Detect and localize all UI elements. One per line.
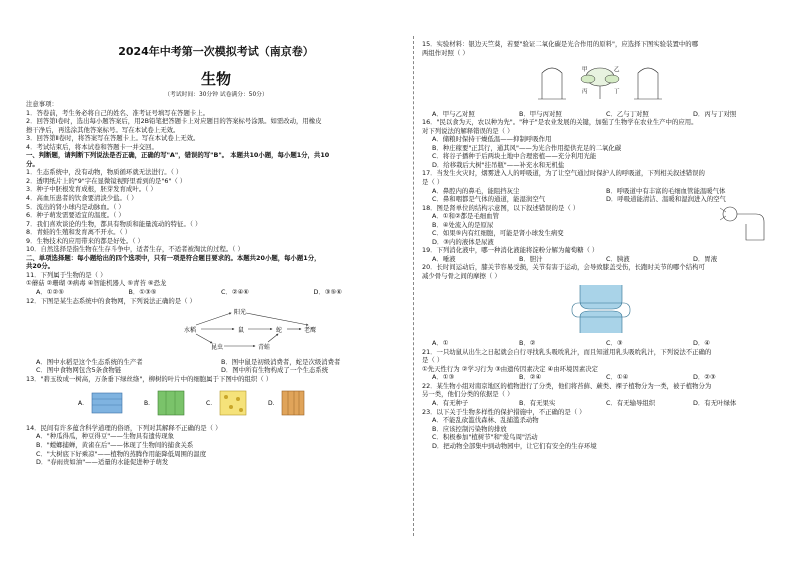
notes-heading: 注意事项： <box>26 100 58 108</box>
q19-stem: 19．下列消化液中，哪一种消化液能将淀粉分解为葡萄糖（ ） <box>422 246 599 255</box>
q12-options-row1 <box>26 358 406 367</box>
tissue-b-image <box>158 391 184 415</box>
option: D．④ <box>693 339 711 348</box>
q20-options <box>422 339 780 348</box>
option: B．①③⑤ <box>128 288 157 297</box>
option: B．图中鼠是初级消费者，蛇是次级消费者 <box>221 357 341 366</box>
q16-option: C．将谷子播种于后两块土地中合理密植——充分利用光能 <box>432 152 597 161</box>
tissue-label-d: D． <box>268 400 279 408</box>
q19-options <box>422 255 780 264</box>
judge-item: 5．流出的肾小球内是动脉血。（ ） <box>26 202 125 211</box>
option: B．② <box>519 339 536 348</box>
bell-jar-right <box>634 68 662 99</box>
tissue-c-image <box>220 391 246 415</box>
option: D．图中所有生物构成了一个生态系统 <box>221 366 329 375</box>
exp-label-yi: 乙 <box>614 67 620 74</box>
option: C．③ <box>606 339 623 348</box>
option: C．乙与丁对照 <box>606 109 649 118</box>
q22-options <box>422 399 780 408</box>
q22-stem: 22．某生物小组对南京地区的植物进行了分类，他们将苔藓、蕨类、裸子植物分为一类，被子植物分为 <box>422 381 712 390</box>
q12-stem: 12．下图是某生态系统中的食物网，下列说法正确的是（ ） <box>26 296 196 305</box>
section2-heading: 二、单项选择题：每小题给出的四个选项中，只有一项是符合题目要求的。本题共20小题，每小题1分， <box>26 253 321 262</box>
tissue-label-c: C． <box>206 400 217 408</box>
column-divider <box>413 36 414 536</box>
option: C．①④ <box>606 373 629 382</box>
q23-option: A．不能乱砍滥伐森林、乱捕滥杀动物 <box>432 416 539 425</box>
option: C．②④⑥ <box>221 288 250 297</box>
web-frog: 青蛙 <box>258 344 271 352</box>
q22-stem-cont: 另一类，他们分类的依据是（ ） <box>422 390 514 399</box>
web-insect: 昆虫 <box>211 344 224 352</box>
option: D．③⑤⑥ <box>313 288 342 297</box>
q18-option: B．④处流入的是原尿 <box>432 220 494 229</box>
q21-items: ①先天性行为 ②学习行为 ③由遗传因素决定 ④由环境因素决定 <box>422 364 598 373</box>
option: C．有无输导组织 <box>606 398 656 407</box>
option: D．②③ <box>693 373 716 382</box>
option: B．②④ <box>519 373 542 382</box>
option: D．呼吸道能清洁、温暖和湿润进入的空气 <box>606 195 726 204</box>
note-line: 1．答卷前，考生务必将自己的姓名、准考证号填写在答题卡上。 <box>26 108 210 117</box>
q21-options <box>422 373 780 382</box>
q18-block <box>422 204 780 247</box>
tissue-label-b: B． <box>144 400 155 408</box>
food-web-diagram <box>26 307 406 356</box>
q14-stem: 14．民间有许多蕴含科学道理的俗语，下列对其解释不正确的是（ ） <box>26 423 222 432</box>
q15-options <box>422 110 780 119</box>
q23-stem: 23．以下关于生物多样性的保护措施中，不正确的是（ ） <box>422 407 586 416</box>
q20-stem: 20．长时间运动后，膝关节容易受损，关节有害于运动，会导致膝盖受伤，长跑时关节的哪个结构可 <box>422 263 705 272</box>
q21-stem-cont: 是（ ） <box>422 356 444 365</box>
left-column <box>26 0 406 562</box>
q18-option: A．①和②都是毛细血管 <box>432 212 499 221</box>
q18-stem: 18．图是肾单位的结构示意图，以下叙述错误的是（ ） <box>422 203 580 212</box>
exp-label-jia: 甲 <box>582 67 588 74</box>
right-column <box>422 0 780 562</box>
note-line: 4．考试结束后，将本试卷和答题卡一并交回。 <box>26 142 158 151</box>
option: D．有无叶绿体 <box>693 398 737 407</box>
q11-items: ①蘑菇 ②珊瑚 ③病毒 ④智能机器人 ⑤青苔 ⑥恐龙 <box>26 279 167 288</box>
tissue-d-image <box>282 391 304 415</box>
q16-stem-cont: 对下列说法的解释错误的是（ ） <box>422 126 514 135</box>
judge-item: 4．高血压患者的饮食要清淡少盐。（ ） <box>26 194 138 203</box>
q11-stem: 11．下列属于生物的是（ ） <box>26 270 107 279</box>
q14-option: D．"春雨贵如油"——适量的水能促进种子萌发 <box>36 458 169 467</box>
option: D．胃液 <box>693 254 718 263</box>
option: C．鼻和咽都是气体的通道，能湿润空气 <box>432 195 546 204</box>
option: A．①③ <box>432 373 455 382</box>
option: A．有无种子 <box>432 398 469 407</box>
web-mouse: 鼠 <box>238 327 245 335</box>
q13-stem: 13．"碧玉妆成一树高，万条垂下绿丝绦"，柳树的叶片中的细胞属于下图中的组织（ ） <box>26 374 273 383</box>
section1-heading-cont: 分。 <box>26 159 39 168</box>
option: B．有无果实 <box>519 398 556 407</box>
web-sun: 阳光 <box>234 309 247 317</box>
q16-stem: 16．"民以食为天，农以种为先"。"种子"是农业发展的关键，加强了生物学在农业生产中的应用。 <box>422 118 698 127</box>
q16-option: B．种庄稼要"正其行，通其风"——为光合作用提供充足的二氧化碳 <box>432 143 622 152</box>
q18-option: C．如果⑤内有红细胞，可能是肾小球发生病变 <box>432 229 564 238</box>
judge-item: 7．我们喜欢谈论的生物，都具有物质和能量流动的特征。（ ） <box>26 219 202 228</box>
exp-label-bing: 丙 <box>582 89 588 96</box>
exam-title: 2024年中考第一次模拟考试（南京卷） <box>118 45 314 58</box>
option: A．①②⑤ <box>36 288 64 297</box>
nephron-diagram <box>716 202 772 248</box>
judge-item: 9．生物技术的应用带来的都是好处。（ ） <box>26 236 144 245</box>
judge-item: 8．青蛙的生殖和发育离不开水。（ ） <box>26 228 132 237</box>
judge-item: 3．种子中胚根发育成根，胚芽发育成叶。（ ） <box>26 185 157 194</box>
q14-option: C．"大树底下好乘凉"——植物的蒸腾作用能降低周围的温度 <box>36 449 207 458</box>
section2-heading-cont: 共20分。 <box>26 262 55 271</box>
tissue-images <box>26 385 406 422</box>
q23-option: C．积极参加"植树节"和"爱鸟周"活动 <box>432 433 538 442</box>
q12-options-row2 <box>26 366 406 375</box>
q23-option: D．把动物全部集中到动物园中，让它们有安全的生存环境 <box>432 441 597 450</box>
section1-heading: 一、判断题，请判断下列说法是否正确，正确的写"A"，错误的写"B"。 本题共10小题，每小题1分，共10 <box>26 151 330 160</box>
exp-label-ding: 丁 <box>614 89 620 96</box>
q18-option: D．③内的液体是尿液 <box>432 237 494 246</box>
q17-options-row1 <box>422 187 780 196</box>
judge-item: 1．生态系统中，没有动物，物质循环就无法进行。（ ） <box>26 168 183 177</box>
note-line: 2．回答第Ⅰ卷时，选出每小题答案后，用2B铅笔把答题卡上对应题目的答案标号涂黑。如需改动，用橡皮 <box>26 117 322 126</box>
option: B．呼吸道中有丰富的毛细血管能温暖气体 <box>606 186 726 195</box>
option: A．① <box>432 339 449 348</box>
option: A．甲与乙对照 <box>432 109 475 118</box>
q23-option: B．应该控制污染物的排放 <box>432 424 507 433</box>
tissue-label-a: A． <box>78 400 89 408</box>
q14-option: A．"种瓜得瓜，种豆得豆"——生物具有遗传现象 <box>36 432 175 441</box>
tissue-a-image <box>92 393 122 413</box>
note-line: 擦干净后，再选涂其他答案标号。写在本试卷上无效。 <box>26 125 180 134</box>
q20-stem-cont: 减少骨与骨之间的摩擦（ ） <box>422 272 501 281</box>
option: C．图中食物网包含5条食物链 <box>36 366 122 375</box>
exam-info: （考试时间：30分钟 试卷满分：50分） <box>164 92 268 98</box>
option: D．丙与丁对照 <box>693 109 737 118</box>
subject-title: 生物 <box>200 70 231 88</box>
web-eagle: 老鹰 <box>304 327 317 335</box>
q17-stem-cont: 是（ ） <box>422 178 444 187</box>
option: A．图中水稻是这个生态系统的生产者 <box>36 357 143 366</box>
q16-option: A．储粮时保持干燥低温——抑制呼吸作用 <box>432 135 552 144</box>
judge-item: 10．自然选择是指生物在生存斗争中，适者生存，不适者被淘汰的过程。（ ） <box>26 245 244 254</box>
q14-option: B．"螳螂捕蝉，黄雀在后"——体现了生物间的捕食关系 <box>36 440 194 449</box>
option: C．胰液 <box>606 254 630 263</box>
option: A．鼻腔内的鼻毛，能阻挡灰尘 <box>432 186 520 195</box>
option: A．唾液 <box>432 254 456 263</box>
q11-options <box>26 288 406 297</box>
q17-stem: 17．当发生火灾时，烟雾进入人的呼吸道，为了让空气通过时保护人的呼吸道，下列相关叙述错误的 <box>422 169 705 178</box>
q21-stem: 21．一只幼鼠从出生之日起就会自行寻找乳头吸吮乳汁，而且知道用乳头吸吮乳汁，下列说法不正确的 <box>422 347 712 356</box>
option: B．甲与丙对照 <box>519 109 562 118</box>
bell-jar-left <box>538 68 566 99</box>
knee-joint-diagram <box>422 283 780 338</box>
q15-stem-cont: 两组作对照（ ） <box>422 48 469 57</box>
web-snake: 蛇 <box>276 327 283 335</box>
note-line: 3．回答第Ⅱ卷时，将答案写在答题卡上。写在本试卷上无效。 <box>26 134 200 143</box>
judge-item: 6．种子萌发需要适宜的温度。（ ） <box>26 211 125 220</box>
judge-item: 2．透明纸片上的"9"字在显微镜视野里看到的是"6"（ ） <box>26 176 187 185</box>
option: B．胆汁 <box>519 254 543 263</box>
q15-stem: 15．实验材料：银边天竺葵，若要"验证二氧化碳是光合作用的原料"，应选择下图实验装置中的哪 <box>422 40 699 48</box>
q16-option: D．给移栽后大树"挂吊瓶"——补充水和无机盐 <box>432 160 565 169</box>
plant-experiment-diagram <box>422 59 780 108</box>
web-rice: 水稻 <box>184 327 197 335</box>
